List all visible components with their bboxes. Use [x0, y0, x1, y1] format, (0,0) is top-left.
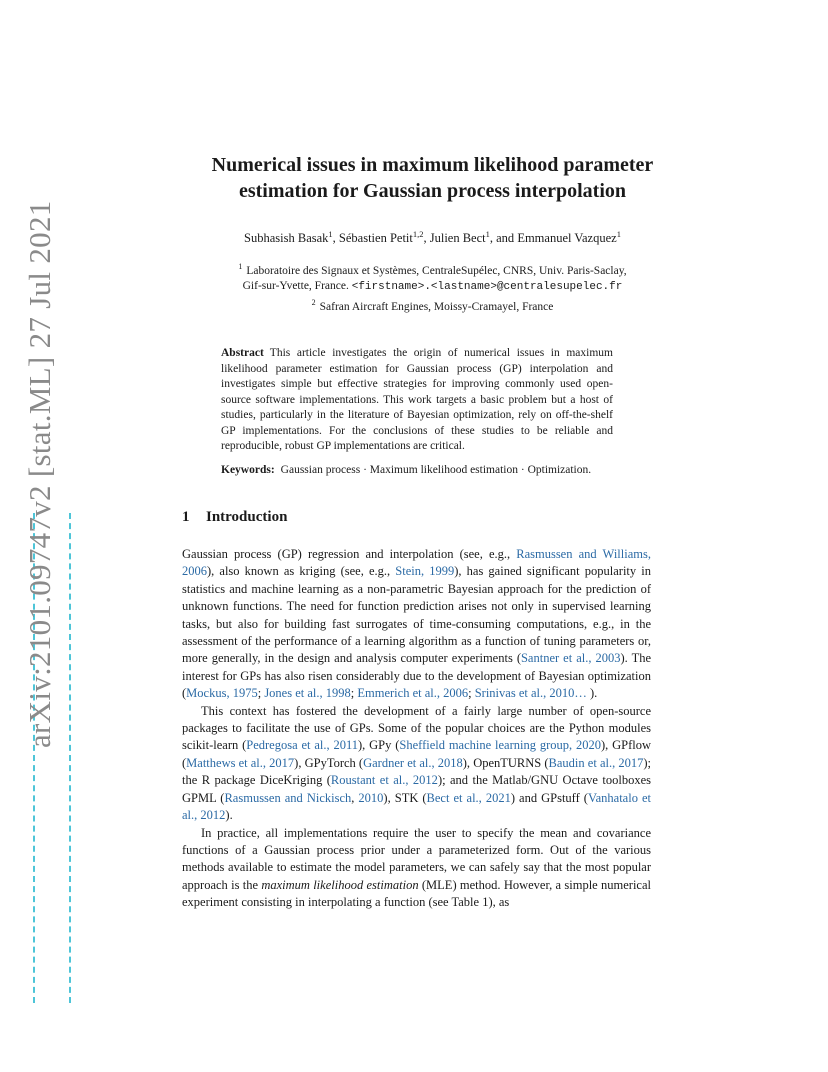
- author-affiliation-mark: 1: [485, 229, 490, 239]
- author-name: Subhasish Basak: [244, 231, 329, 246]
- abstract: [221, 346, 613, 455]
- text-run: ;: [257, 686, 265, 701]
- text-run: ), has gained significant popularity in statistics and machine learning as a non-parametric Bayesian approach for the prediction of unknown functions. The need for function prediction arises not only in supervised learning tasks, but also for building fast surrogates of time-consuming computations, e.g., in the assessment of the performance of a learning algorithm as a function of tuning parameters or, more generally, in the design and analysis computer experiments (: [182, 564, 651, 666]
- affiliation-1-mark: 1: [238, 262, 243, 271]
- paragraph-3: [182, 825, 651, 912]
- keywords-label: Keywords:: [221, 464, 275, 476]
- citation-link[interactable]: Rasmussen and Williams, 2006: [182, 547, 651, 579]
- citation-link[interactable]: Jones et al., 1998: [264, 686, 351, 701]
- text-run: In practice, all implementations require the user to specify the mean and covariance functions of a Gaussian process prior under a parameterized form. Out of the various methods available to estimate the model parameters, we can safely say that the most popular approach is the: [182, 825, 651, 892]
- text-run: ).: [586, 686, 598, 701]
- citation-link[interactable]: Mockus, 1975: [186, 686, 258, 701]
- paper-title: [150, 152, 715, 204]
- citation-link[interactable]: Srinivas et al., 2010…: [474, 686, 587, 701]
- abstract-label: Abstract: [221, 347, 264, 359]
- arxiv-stamp-text: arXiv:2101.09747v2 [stat.ML] 27 Jul 2021: [22, 200, 57, 748]
- citation-link[interactable]: 2010: [358, 790, 384, 805]
- text-run: This context has fostered the development of a fairly large number of open-source packages to facilitate the use of GPs. Some of the popular choices are the Python modules scikit-learn (: [182, 703, 651, 753]
- author-name: Emmanuel Vazquez: [517, 231, 617, 246]
- affiliation-1: [150, 259, 715, 279]
- text-run: ,: [351, 790, 359, 805]
- paragraph-2: [182, 703, 651, 825]
- author-list: [150, 229, 715, 246]
- citation-link[interactable]: Baudin et al., 2017: [548, 755, 644, 770]
- text-run: ), also known as kriging (see, e.g.,: [207, 564, 396, 579]
- text-run: Gaussian process (GP) regression and interpolation (see, e.g.,: [182, 547, 517, 561]
- abstract-text: This article investigates the origin of numerical issues in maximum likelihood parameter estimation for Gaussian process (GP) interpolation and investigates simple but effective strategies for improving commonly used open-source software implementations. This work targets a basic problem but a host of studies, particularly in the literature of Bayesian optimization, rely on off-the-shelf GP implementations. For the conclusions of these studies to be reliable and reproducible, robust GP implementations are critical.: [221, 347, 613, 452]
- section-heading: [182, 509, 287, 526]
- emphasis-text: maximum likelihood estimation: [261, 877, 419, 892]
- text-run: ), GPyTorch (: [294, 755, 364, 770]
- author-separator: , and: [489, 231, 518, 246]
- text-run: ;: [350, 686, 358, 701]
- author-affiliation-mark: 1: [328, 229, 333, 239]
- citation-link[interactable]: Sheffield machine learning group, 2020: [399, 738, 601, 753]
- citation-link[interactable]: Vanhatalo et al., 2012: [182, 790, 651, 823]
- citation-link[interactable]: Roustant et al., 2012: [330, 773, 438, 788]
- text-run: ). The interest for GPs has also risen considerably due to the development of Bayesian optimization (: [182, 651, 652, 701]
- affiliation-2-line: Safran Aircraft Engines, Moissy-Cramayel, France: [319, 300, 554, 313]
- title-line-2: estimation for Gaussian process interpolation: [238, 180, 627, 202]
- text-run: ); and the Matlab/GNU Octave toolboxes GPML (: [182, 773, 651, 805]
- citation-link[interactable]: Gardner et al., 2018: [363, 755, 463, 770]
- author-separator: ,: [423, 231, 430, 246]
- citation-link[interactable]: Matthews et al., 2017: [186, 755, 295, 770]
- text-run: ).: [225, 808, 233, 823]
- title-line-1: Numerical issues in maximum likelihood parameter: [211, 154, 654, 176]
- text-run: ) and GPstuff (: [510, 790, 588, 805]
- citation-link[interactable]: Rasmussen and Nickisch: [224, 790, 352, 805]
- text-run: ); the R package DiceKriging (: [182, 755, 651, 788]
- affiliation-1-cont: [150, 279, 715, 295]
- citation-link[interactable]: Pedregosa et al., 2011: [246, 738, 358, 753]
- citation-link[interactable]: Stein, 1999: [395, 564, 455, 579]
- affiliation-1-line-1: Laboratoire des Signaux et Systèmes, CentraleSupélec, CNRS, Univ. Paris-Saclay,: [246, 264, 627, 277]
- author-affiliation-mark: 1: [616, 229, 621, 239]
- citation-link[interactable]: Emmerich et al., 2006: [357, 686, 469, 701]
- author-separator: ,: [332, 231, 339, 246]
- affiliations: [150, 259, 715, 315]
- author-email: <firstname>.<lastname>@centralesupelec.fr: [351, 280, 623, 293]
- text-run: ), STK (: [383, 790, 427, 805]
- text-run: ;: [468, 686, 475, 701]
- affiliation-2: [150, 295, 715, 315]
- text-run: ), OpenTURNS (: [462, 755, 549, 770]
- section-title: Introduction: [206, 509, 288, 525]
- paragraph-1: [182, 546, 651, 703]
- citation-link[interactable]: Santner et al., 2003: [520, 651, 621, 666]
- keywords: [221, 464, 613, 476]
- affiliation-2-mark: 2: [311, 297, 316, 307]
- author-affiliation-mark: 1,2: [412, 229, 424, 239]
- affiliation-1-line-2: Gif-sur-Yvette, France.: [242, 279, 349, 292]
- author-name: Sébastien Petit: [338, 231, 413, 246]
- keywords-text: Gaussian process · Maximum likelihood estimation · Optimization.: [280, 464, 592, 476]
- text-run: ), GPflow (: [182, 738, 651, 770]
- arxiv-stamp-border-right: [69, 513, 71, 1003]
- text-run: ), GPy (: [358, 738, 400, 753]
- citation-link[interactable]: Bect et al., 2021: [426, 790, 511, 805]
- body-text: [182, 546, 651, 912]
- section-number: 1: [182, 509, 190, 525]
- author-name: Julien Bect: [429, 231, 486, 246]
- text-run: (MLE) method. However, a simple numerical experiment consisting in interpolating a function (see Table 1), as: [182, 877, 652, 910]
